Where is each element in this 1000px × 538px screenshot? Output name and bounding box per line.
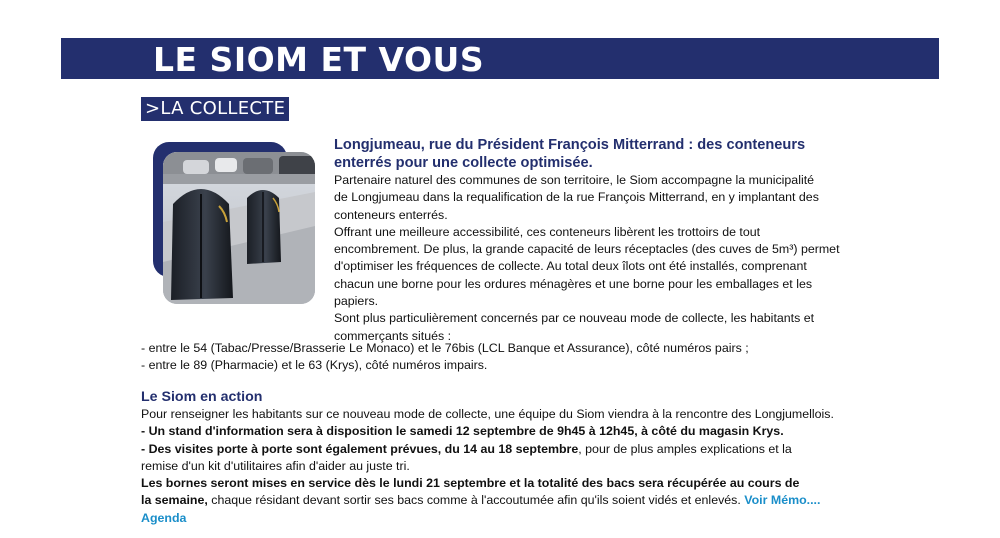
agenda-line [141, 510, 861, 527]
text-line: Sont plus particulièrement concernés par ce nouveau mode de collecte, les habitants et [334, 311, 815, 326]
action-intro: Pour renseigner les habitants sur ce nouveau mode de collecte, une équipe du Siom viendra à la rencontre des Longjumellois. [141, 407, 834, 421]
address-list [141, 340, 861, 375]
voir-memo-link[interactable]: Voir Mémo.... [744, 493, 821, 508]
paragraph-partenaire [334, 172, 864, 224]
list-item: - entre le 89 (Pharmacie) et le 63 (Krys), côté numéros impairs. [141, 358, 488, 373]
action-section [141, 388, 861, 527]
text-line: conteneurs enterrés. [334, 207, 448, 222]
article-title-line: enterrés pour une collecte optimisée. [334, 155, 593, 171]
stand-info: - Un stand d'information sera à disposition le samedi 12 septembre de 9h45 à 12h45, à côté du magasin Krys. [141, 424, 784, 439]
header-banner [61, 38, 939, 79]
containers-photo [163, 152, 315, 304]
article-body [334, 136, 864, 345]
text-line: chacun une borne pour les ordures ménagères et une borne pour les emballages et les [334, 276, 813, 291]
text-line: d'optimiser les fréquences de collecte. Au total deux îlots ont été installés, comprenant [334, 259, 807, 274]
section-tag-la-collecte: >LA COLLECTE [141, 97, 289, 121]
section-heading-siom-en-action: Le Siom en action [141, 389, 263, 405]
text-line: commerçants situés : [334, 328, 452, 343]
bornes-text: chaque résidant devant sortir ses bacs comme à l'accoutumée afin qu'ils soient vidés et enlevés. [207, 493, 745, 508]
agenda-link[interactable]: Agenda [141, 510, 187, 525]
text-line: papiers. [334, 294, 379, 309]
article-title [334, 136, 864, 172]
text-line: Partenaire naturel des communes de son territoire, le Siom accompagne la municipalité [334, 173, 815, 187]
visits-info [141, 441, 861, 458]
text-line: Offrant une meilleure accessibilité, ces conteneurs libèrent les trottoirs de tout [334, 224, 761, 239]
visits-text: , pour de plus amples explications et la [578, 441, 792, 456]
containers-illustration [163, 152, 315, 304]
paragraph-accessibilite [334, 224, 864, 310]
text-line: encombrement. De plus, la grande capacité de leurs réceptacles (des cuves de 5m³) permet [334, 242, 840, 257]
article-title-line: Longjumeau, rue du Président François Mitterrand : des conteneurs [334, 137, 806, 153]
page-title: LE SIOM ET VOUS [153, 40, 485, 79]
bornes-info-continued [141, 492, 861, 509]
text-line: de Longjumeau dans la requalification de la rue François Mitterrand, en y implantant des [334, 190, 819, 205]
bornes-bold-text: la semaine, [141, 493, 208, 508]
bornes-info: Les bornes seront mises en service dès le lundi 21 septembre et la totalité des bacs sera récupérée au cours de [141, 476, 800, 491]
visits-bold-text: - Des visites porte à porte sont également prévues, du 14 au 18 septembre [141, 441, 579, 456]
list-item: - entre le 54 (Tabac/Presse/Brasserie Le Monaco) et le 76bis (LCL Banque et Assurance), côté numéros pairs ; [141, 341, 749, 355]
visits-info-continued: remise d'un kit d'utilitaires afin d'aider au juste tri. [141, 458, 410, 473]
photo-block [153, 142, 316, 305]
